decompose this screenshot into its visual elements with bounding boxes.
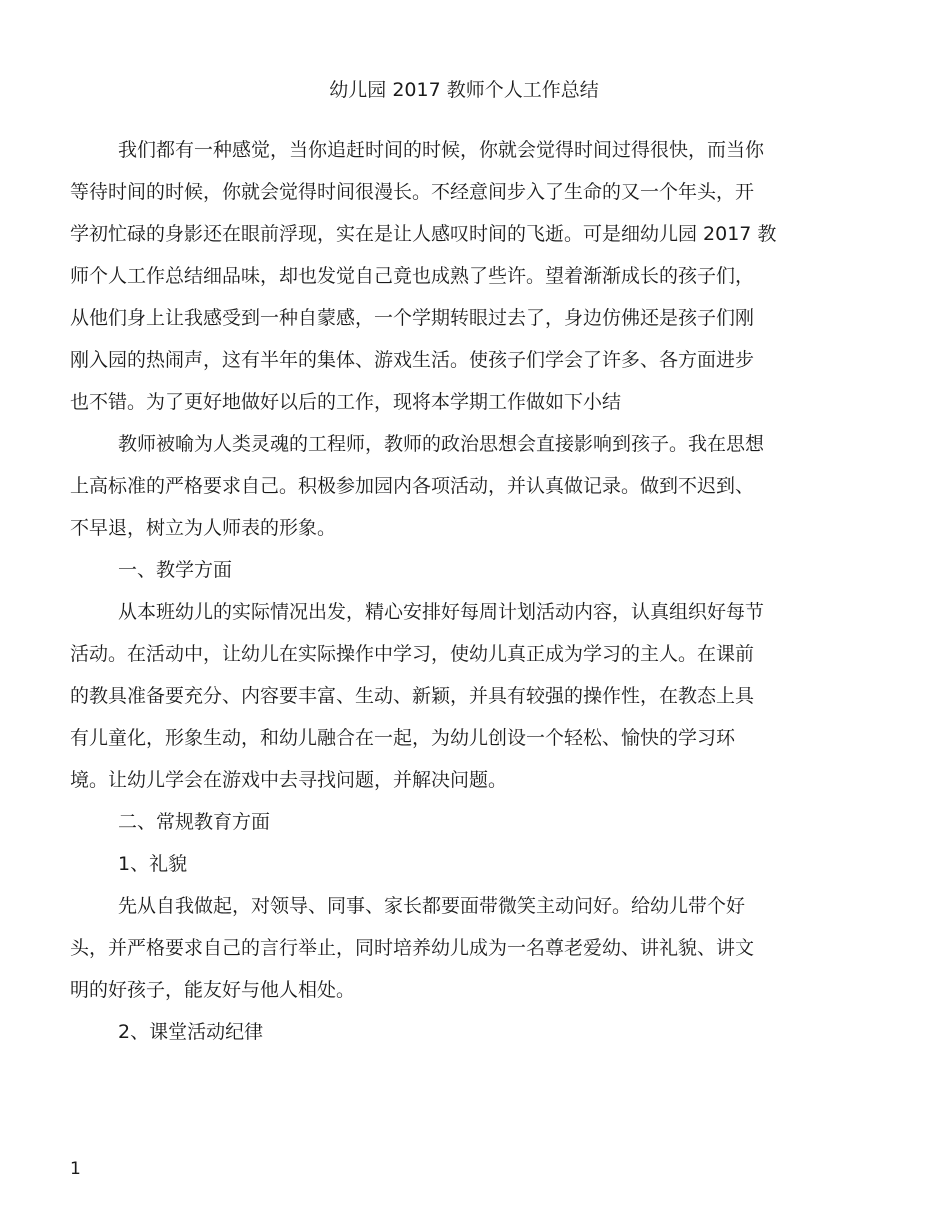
page-number: 1 (70, 1159, 81, 1179)
text-line: 学初忙碌的身影还在眼前浮现，实在是让人感叹时间的飞逝。可是细幼儿园 2017 教 (70, 223, 777, 245)
text-line: 也不错。为了更好地做好以后的工作，现将本学期工作做如下小结 (70, 391, 622, 413)
text-line: 的教具准备要充分、内容要丰富、生动、新颖，并具有较强的操作性，在教态上具 (70, 685, 755, 707)
subsection-heading: 1、礼貌 (118, 853, 188, 875)
text-line: 教师被喻为人类灵魂的工程师，教师的政治思想会直接影响到孩子。我在思想 (118, 433, 765, 455)
section-heading: 一、教学方面 (118, 559, 233, 581)
text-line: 明的好孩子，能友好与他人相处。 (70, 979, 356, 1001)
text-line: 头，并严格要求自己的言行举止，同时培养幼儿成为一名尊老爱幼、讲礼貌、讲文 (70, 937, 755, 959)
document-title: 幼儿园 2017 教师个人工作总结 (329, 79, 599, 101)
text-line: 从他们身上让我感受到一种自蒙感，一个学期转眼过去了，身边仿佛还是孩子们刚 (70, 307, 755, 329)
text-line: 刚入园的热闹声，这有半年的集体、游戏生活。使孩子们学会了许多、各方面进步 (70, 349, 755, 371)
text-line: 先从自我做起，对领导、同事、家长都要面带微笑主动问好。给幼儿带个好 (118, 895, 746, 917)
text-line: 我们都有一种感觉，当你追赶时间的时候，你就会觉得时间过得很快，而当你 (118, 139, 765, 161)
section-heading: 二、常规教育方面 (118, 811, 271, 833)
text-line: 不早退，树立为人师表的形象。 (70, 517, 337, 539)
text-line: 从本班幼儿的实际情况出发，精心安排好每周计划活动内容，认真组织好每节 (118, 601, 765, 623)
text-line: 有儿童化，形象生动，和幼儿融合在一起，为幼儿创设一个轻松、愉快的学习环 (70, 727, 736, 749)
text-line: 师个人工作总结细品味，却也发觉自己竟也成熟了些许。望着渐渐成长的孩子们， (70, 265, 755, 287)
subsection-heading: 2、课堂活动纪律 (118, 1021, 264, 1043)
text-line: 境。让幼儿学会在游戏中去寻找问题，并解决问题。 (70, 769, 508, 791)
text-line: 上高标准的严格要求自己。积极参加园内各项活动，并认真做记录。做到不迟到、 (70, 475, 755, 497)
text-line: 等待时间的时候，你就会觉得时间很漫长。不经意间步入了生命的又一个年头，开 (70, 181, 755, 203)
text-line: 活动。在活动中，让幼儿在实际操作中学习，使幼儿真正成为学习的主人。在课前 (70, 643, 755, 665)
